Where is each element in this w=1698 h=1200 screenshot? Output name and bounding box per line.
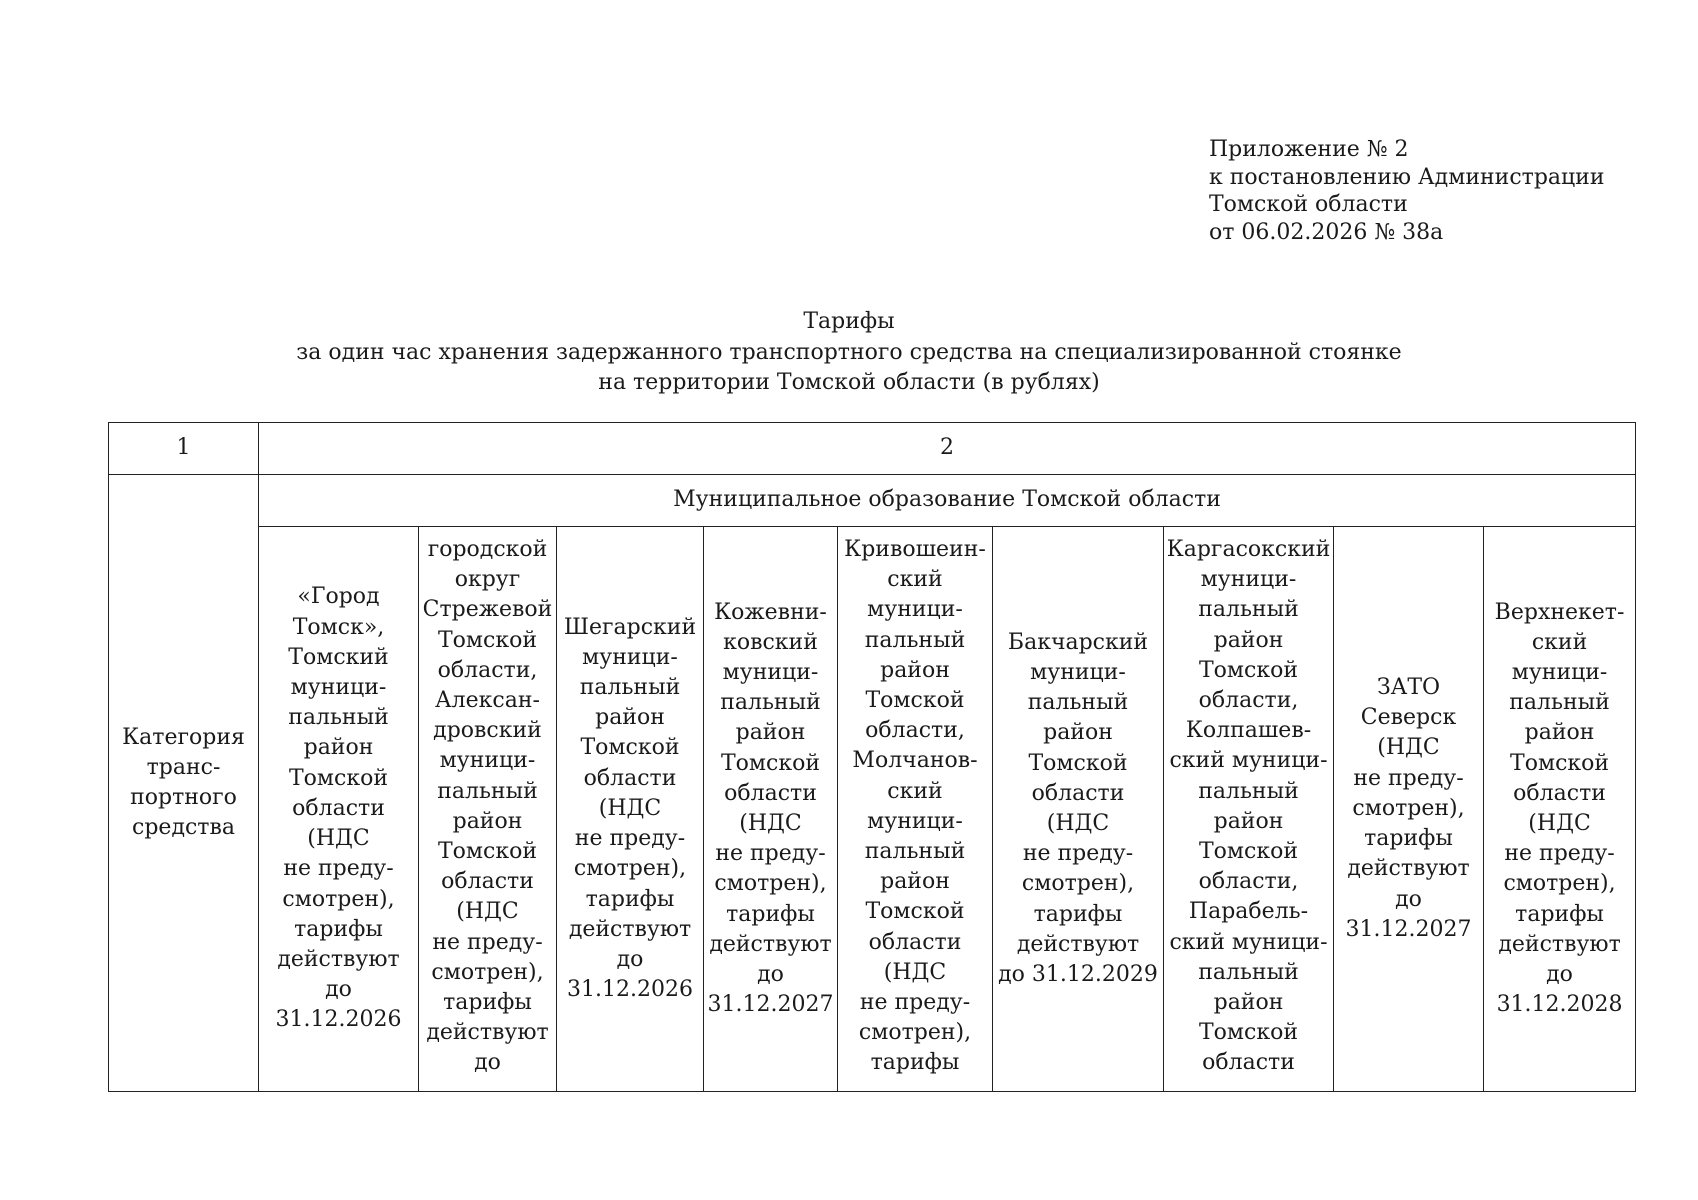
municipality-header-line: смотрен), <box>1021 871 1135 897</box>
municipality-header-line: тарифы <box>443 990 532 1016</box>
municipality-header-line: тарифы <box>585 886 675 912</box>
municipality-header-line: район <box>735 720 806 746</box>
municipal-header-row <box>109 475 1636 527</box>
municipality-header-line: Колпашев- <box>1185 718 1312 744</box>
municipality-header-line: действуют <box>568 916 692 942</box>
municipality-header-line: муници- <box>582 644 678 670</box>
municipality-header-line: области <box>1513 780 1606 806</box>
title-line: за один час хранения задержанного транспортного средства на специализированной стоянке <box>296 339 1402 365</box>
appendix-line: от 06.02.2026 № 38а <box>1209 219 1444 245</box>
municipality-header-line: район <box>1213 808 1284 834</box>
municipality-header-line: Северск <box>1360 705 1457 731</box>
municipality-header-line: район <box>1043 720 1113 746</box>
municipality-header-line: Томской <box>1028 750 1128 776</box>
municipality-header-line: пальный <box>720 690 821 716</box>
municipality-header-line: Шегарский <box>563 614 697 640</box>
municipality-header-line: Алексан- <box>435 688 540 714</box>
municipality-header-line: район <box>452 808 523 834</box>
municipality-header-line: муници- <box>867 597 963 623</box>
municipality-header-line: действуют <box>277 946 400 972</box>
municipality-header-line: округ <box>454 567 521 593</box>
municipality-header-line: смотрен), <box>714 871 827 897</box>
municipality-header-line: ковский <box>723 629 818 655</box>
municipality-header-line: район <box>880 657 950 683</box>
municipality-header-line: до <box>616 946 644 972</box>
municipality-header-line: 31.12.2026 <box>275 1007 402 1033</box>
municipality-header-line: пальный <box>864 627 966 653</box>
municipality-header-line: действуют <box>426 1020 549 1046</box>
municipality-header-line: области, <box>437 657 538 683</box>
municipality-header-line: Томской <box>865 899 965 925</box>
municipality-header-line: до <box>1546 962 1573 988</box>
municipality-header-line: области <box>292 795 385 821</box>
municipality-header-line: (НДС <box>598 795 662 821</box>
municipality-header-line: пальный <box>1027 690 1129 716</box>
municipality-header-line: Томск», <box>292 614 385 640</box>
municipality-header-line: пальный <box>288 705 389 731</box>
municipality-header-line: Томской <box>437 627 537 653</box>
municipality-header-line: муници- <box>1030 659 1126 685</box>
municipality-header-line: не преду- <box>283 856 394 882</box>
municipality-header-line: дровский <box>433 718 542 744</box>
municipality-header-line: области <box>868 929 962 955</box>
municipality-header-line: не преду- <box>1353 765 1464 791</box>
municipality-header-line: Томской <box>1198 839 1298 865</box>
municipality-header-line: ский <box>887 778 943 804</box>
municipality-header-line: (НДС <box>739 811 802 836</box>
municipality-header-line: муници- <box>439 748 536 774</box>
title-line: Тарифы <box>803 309 895 334</box>
municipality-header-line: тарифы <box>294 916 383 942</box>
municipality-header-line: пальный <box>1198 597 1299 623</box>
municipality-header-line: муници- <box>1200 567 1297 593</box>
municipality-header-line: пальный <box>864 839 966 865</box>
municipality-header-line: области <box>1031 780 1125 806</box>
municipality-header-line: ский <box>887 567 943 593</box>
municipality-header-cell <box>1484 527 1636 1092</box>
municipality-header-line: не преду- <box>574 826 686 852</box>
municipality-header-line: действуют <box>1016 931 1140 957</box>
municipality-header-line: области, <box>865 718 965 744</box>
municipality-header-line: не преду- <box>1022 841 1134 867</box>
appendix-line: Приложение № 2 <box>1209 137 1409 162</box>
municipality-header-line: муници- <box>722 659 819 685</box>
municipality-header-line: пальный <box>579 675 681 701</box>
category-header-cell: Категория транс- портного средства <box>109 475 259 1092</box>
title-line: на территории Томской области (в рублях) <box>598 370 1100 395</box>
municipality-header-line: муници- <box>1511 659 1608 685</box>
municipality-header-line: 31.12.2028 <box>1496 992 1623 1018</box>
municipality-header-line: район <box>880 869 950 895</box>
municipality-header-line: смотрен), <box>573 856 687 882</box>
municipality-header-line: (НДС <box>883 959 947 985</box>
municipality-header-line: не преду- <box>432 929 543 955</box>
municipality-header-line: не преду- <box>859 990 971 1016</box>
municipality-header-line: (НДС <box>1046 811 1110 836</box>
column-number-cell: 1 <box>109 423 259 475</box>
municipality-header-line: действуют <box>1347 856 1470 882</box>
municipality-header-cell <box>993 527 1164 1092</box>
municipality-header-line: области <box>1202 1050 1295 1076</box>
municipality-header-line: не преду- <box>1504 841 1615 867</box>
municipality-header-line: тарифы <box>726 901 815 927</box>
municipality-header-line: пальный <box>1198 778 1299 804</box>
municipal-header-cell: Муниципальное образование Томской области <box>259 475 1636 527</box>
column-numbers-row <box>109 423 1636 475</box>
municipality-header-line: смотрен), <box>1352 795 1465 821</box>
municipality-header-line: смотрен), <box>282 886 395 912</box>
municipality-header-line: район <box>595 705 665 731</box>
municipality-header-line: район <box>1524 720 1595 746</box>
municipality-header-line: район <box>1213 627 1284 653</box>
municipality-header-line: тарифы <box>870 1050 960 1076</box>
municipality-header-line: области, <box>1198 688 1299 714</box>
municipality-header-line: пальный <box>1198 959 1299 985</box>
municipality-header-cell <box>557 527 704 1092</box>
municipality-header-line: Кожевни- <box>714 599 827 625</box>
municipality-header-line: смотрен), <box>1503 871 1616 897</box>
municipality-header-line: до <box>325 977 352 1003</box>
municipality-header-cell <box>1164 527 1334 1092</box>
municipality-header-line: «Город <box>297 584 380 610</box>
municipality-header-line: Томской <box>720 750 820 776</box>
municipality-header-line: ский <box>1531 629 1588 655</box>
municipality-header-line: Каргасокский <box>1166 537 1331 562</box>
municipality-header-line: ЗАТО <box>1376 675 1441 701</box>
municipality-header-line: до <box>757 962 784 988</box>
municipality-header-line: Молчанов- <box>852 748 978 774</box>
municipality-header-line: Томский <box>288 644 389 670</box>
municipality-header-line: тарифы <box>1364 826 1453 852</box>
municipality-header-line: до <box>474 1050 501 1076</box>
municipality-header-cell <box>1334 527 1484 1092</box>
municipality-header-line: области <box>724 780 817 806</box>
municipality-header-line: тарифы <box>1033 901 1123 927</box>
municipality-header-line: городской <box>427 537 548 562</box>
municipality-header-line: 31.12.2027 <box>707 992 834 1018</box>
municipality-header-line: действуют <box>709 931 832 957</box>
municipality-header-cell <box>704 527 838 1092</box>
appendix-line: Томской области <box>1209 192 1408 217</box>
municipality-header-line: области, <box>1198 869 1299 895</box>
municipality-header-line: пальный <box>437 778 538 804</box>
municipality-header-line: Томской <box>1198 1020 1298 1046</box>
municipality-header-line: Кривошеин- <box>844 537 986 562</box>
municipality-header-line: (НДС <box>307 826 370 852</box>
document-title <box>0 307 1698 399</box>
tariffs-table <box>108 422 1636 1092</box>
municipality-header-line: Томской <box>437 839 537 865</box>
municipality-header-cell <box>419 527 557 1092</box>
municipality-header-cell <box>259 527 419 1092</box>
municipality-header-line: пальный <box>1509 690 1610 716</box>
municipality-header-line: ский муници- <box>1169 929 1328 955</box>
municipality-header-line: до 31.12.2029 <box>998 962 1158 988</box>
municipality-header-line: Томской <box>865 688 965 714</box>
municipality-header-line: области <box>583 765 677 791</box>
municipality-header-line: (НДС <box>456 899 519 925</box>
municipality-header-line: (НДС <box>1528 811 1591 836</box>
municipality-header-line: Томской <box>580 735 680 761</box>
municipality-header-line: Томской <box>1510 750 1610 776</box>
municipality-header-line: действуют <box>1498 931 1621 957</box>
municipality-header-line: смотрен), <box>858 1020 972 1046</box>
municipality-header-line: Верхнекет- <box>1494 599 1625 625</box>
municipality-header-line: Стрежевой <box>422 597 553 623</box>
municipality-header-line: Парабель- <box>1188 899 1309 925</box>
column-number-cell: 2 <box>259 423 1636 475</box>
municipality-header-line: 31.12.2026 <box>567 977 693 1003</box>
appendix-note <box>1209 136 1605 246</box>
appendix-line: к постановлению Администрации <box>1209 164 1605 190</box>
municipality-header-line: (НДС <box>1377 735 1440 761</box>
municipality-header-line: Томской <box>1198 657 1298 683</box>
municipality-header-line: район <box>303 735 374 761</box>
municipality-header-line: Бакчарский <box>1007 629 1149 655</box>
municipality-header-line: до <box>1395 886 1422 912</box>
municipality-header-line: смотрен), <box>431 959 544 985</box>
municipality-header-line: не преду- <box>715 841 826 867</box>
municipality-header-cell <box>838 527 993 1092</box>
municipality-header-line: муници- <box>290 675 387 701</box>
municipality-header-line: район <box>1213 990 1284 1016</box>
municipality-header-line: 31.12.2027 <box>1345 916 1472 942</box>
municipality-header-line: муници- <box>867 808 963 834</box>
municipality-header-line: Томской <box>288 765 388 791</box>
municipality-headers-row <box>109 527 1636 1092</box>
municipality-header-line: области <box>441 869 534 895</box>
municipality-header-line: тарифы <box>1515 901 1604 927</box>
municipality-header-line: ский муници- <box>1169 748 1328 774</box>
